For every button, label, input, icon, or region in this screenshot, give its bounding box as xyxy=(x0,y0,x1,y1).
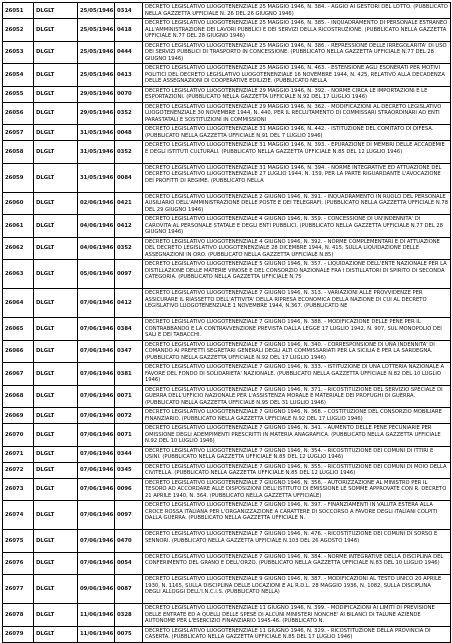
row-number-cell: 26052 xyxy=(3,19,34,42)
row-number-cell: 26061 xyxy=(3,215,34,238)
act-description-cell: DECRETO LEGISLATIVO LUOGOTENENZIALE 29 MAGGIO 1946, N. 362. - MODIFICAZIONI AL DECRETO LEGISLATIVO LUOGOTENENZIALE 30 NOVEMBRE 1944, N. 440, PER IL RECLUTAMENTO DI COMMISSARI STRAORDINARI AD ENTI PARASTATALI E SOSTITUZIONI IN COMMISSIONI xyxy=(143,102,451,125)
table-row xyxy=(3,215,451,238)
act-code-cell: 0412 xyxy=(115,215,143,238)
act-description-cell: DECRETO LEGISLATIVO LUOGOTENENZIALE 7 GIUGNO 1946, N. 384. - NORME INTEGRATIVE DELLA DISCIPLINA DEL CONFERIMENTO DEL GRANO E DELL'ORZO. (PUBBLICATO NELLA GAZZETTA UFFICIALE N.83 DEL 10 LUGLIO 1946) xyxy=(143,552,451,575)
row-number-cell: 26079 xyxy=(3,626,34,642)
act-description-cell: DECRETO LEGISLATIVO LUOGOTENENZIALE 11 GIUGNO 1946, N. 329. - RICOSTITUZIONE DELLA PROVINCIA DI CASERTA. (PUBBLICATO NELLA GAZZETTA UFFICIALE N.85 DEL 17 LUGLIO 1946) xyxy=(143,626,451,642)
table-row xyxy=(3,289,451,318)
table-row xyxy=(3,41,451,64)
table-row xyxy=(3,141,451,164)
act-type-cell: DLGLT xyxy=(34,141,78,164)
row-number-cell: 26058 xyxy=(3,141,34,164)
row-number-cell: 26056 xyxy=(3,102,34,125)
table-row xyxy=(3,604,451,627)
table-row xyxy=(3,192,451,215)
act-description-cell: DECRETO LEGISLATIVO LUOGOTENENZIALE 25 MAGGIO 1946, N. 463. - ESTENSIONE AGLI ESONERATI PER MOTIVI POLITICI DEL DECRETO LEGISLATIVO LUOGOTENENZIALE 16 NOVEMBRE 1944, N. 425, RELATIVO ALLA DECADENZA DELLE ASSEGNAZIONI DI COOPERATIVE EDILIZIE. (PUBBLICATO NELLA xyxy=(143,64,451,87)
row-number-cell: 26070 xyxy=(3,424,34,447)
table-row xyxy=(3,385,451,408)
act-date-cell: 31/05/1946 xyxy=(78,125,115,141)
act-type-cell: DLGLT xyxy=(34,340,78,363)
act-date-cell: 07/06/1946 xyxy=(78,385,115,408)
act-date-cell: 02/06/1946 xyxy=(78,192,115,215)
act-date-cell: 07/06/1946 xyxy=(78,340,115,363)
act-type-cell: DLGLT xyxy=(34,575,78,604)
act-type-cell: DLGLT xyxy=(34,530,78,553)
act-code-cell: 0071 xyxy=(115,385,143,408)
act-code-cell: 0352 xyxy=(115,141,143,164)
act-type-cell: DLGLT xyxy=(34,385,78,408)
row-number-cell: 26072 xyxy=(3,462,34,478)
row-number-cell: 26051 xyxy=(3,3,34,19)
act-type-cell: DLGLT xyxy=(34,478,78,501)
act-code-cell: 0070 xyxy=(115,86,143,102)
row-number-cell: 26074 xyxy=(3,501,34,530)
act-code-cell: 0381 xyxy=(115,363,143,386)
act-type-cell: DLGLT xyxy=(34,363,78,386)
act-description-cell: DECRETO LEGISLATIVO LUOGOTENENZIALE 7 GIUGNO 1946, N. 355. - RICOSTITUZIONE DEI COMUNI DI MOIO DELLA CIVITELLA. (PUBBLICATO NELLA GAZZETTA UFFICIALE N.85 DEL 12 LUGLIO 1946) xyxy=(143,462,451,478)
act-type-cell: DLGLT xyxy=(34,260,78,289)
table-row xyxy=(3,363,451,386)
table-row xyxy=(3,125,451,141)
act-code-cell: 0096 xyxy=(115,478,143,501)
act-description-cell: DECRETO LEGISLATIVO LUOGOTENENZIALE 7 GIUGNO 1946, N. 388. - MODIFICAZIONE DELLE PENE PER IL CONTRABBANDO E LA CONTRAVVENZIONE PREVISTA DALLA LEGGE 17 LUGLIO 1942, N. 907, SUL MONOPOLIO DEI SALI E DEI TABACCHI. xyxy=(143,318,451,341)
act-code-cell: 0048 xyxy=(115,125,143,141)
act-description-cell: DECRETO LEGISLATIVO LUOGOTENENZIALE 7 GIUGNO 1946, N. 354. - RICOSTITUZIONE DEI COMUNI DI ITTIRI E USINI. (PUBBLICATO NELLA GAZZETTA UFFICIALE N.85 DEL 12 LUGLIO 1946) xyxy=(143,446,451,462)
act-type-cell: DLGLT xyxy=(34,626,78,642)
act-description-cell: DECRETO LEGISLATIVO LUOGOTENENZIALE 25 MAGGIO 1946, N. 386. - REPRESSIONE DELLE IRREGOLARITA' DI USO DEI SERVIZI PUBBLICI DI TRASPORTO IN CONCESSIONE. (PUBBLICATO NELLA GAZZETTA UFFICIALE N.77 DEL 28 GIUGNO 1946) xyxy=(143,41,451,64)
row-number-cell: 26059 xyxy=(3,163,34,192)
row-number-cell: 26065 xyxy=(3,318,34,341)
act-description-cell: DECRETO LEGISLATIVO LUOGOTENENZIALE 7 GIUGNO 1946, N. 340. - CORRESPONSIONE DI UNA INDENNITA' DI COMANDO AI PREFETTI SEGRETARI GENERALI DEGLI ALTI COMMISSARIATI PER LA SICILIA E PER LA SARDEGNA. (PUBBLICATO NELLA GAZZETTA UFFICIALE N.92 DEL 17 LUGLIO 1946) xyxy=(143,340,451,363)
table-row xyxy=(3,446,451,462)
act-code-cell: 0328 xyxy=(115,604,143,627)
table-row xyxy=(3,318,451,341)
act-date-cell: 07/06/1946 xyxy=(78,462,115,478)
act-type-cell: DLGLT xyxy=(34,86,78,102)
act-date-cell: 07/06/1946 xyxy=(78,446,115,462)
act-date-cell: 11/06/1946 xyxy=(78,604,115,627)
table-row xyxy=(3,237,451,260)
row-number-cell: 26063 xyxy=(3,260,34,289)
act-code-cell: 0413 xyxy=(115,64,143,87)
act-date-cell: 07/06/1946 xyxy=(78,363,115,386)
table-row xyxy=(3,626,451,642)
act-date-cell: 31/05/1946 xyxy=(78,163,115,192)
act-description-cell: DECRETO LEGISLATIVO LUOGOTENENZIALE 25 MAGGIO 1946, N. 384. - AGGIO AI GESTORI DEL LOTTO. (PUBBLICATO NELLA GAZZETTA UFFICIALE N. 26 DEL 26 GIUGNO 1946) xyxy=(143,3,451,19)
act-code-cell: 0470 xyxy=(115,530,143,553)
act-code-cell: 0075 xyxy=(115,626,143,642)
row-number-cell: 26053 xyxy=(3,41,34,64)
act-code-cell: 0054 xyxy=(115,552,143,575)
row-number-cell: 26054 xyxy=(3,64,34,87)
table-row xyxy=(3,575,451,604)
act-type-cell: DLGLT xyxy=(34,552,78,575)
act-date-cell: 29/05/1946 xyxy=(78,102,115,125)
act-type-cell: DLGLT xyxy=(34,408,78,424)
act-type-cell: DLGLT xyxy=(34,289,78,318)
act-code-cell: 0071 xyxy=(115,424,143,447)
table-row xyxy=(3,260,451,289)
row-number-cell: 26057 xyxy=(3,125,34,141)
act-type-cell: DLGLT xyxy=(34,462,78,478)
row-number-cell: 26069 xyxy=(3,408,34,424)
act-description-cell: DECRETO LEGISLATIVO LUOGOTENENZIALE 4 GIUGNO 1946, N. 392. - NORME COMPLEMENTARI E DI ATTUAZIONE DEL DECRETO LEGISLATIVO LUOGOTENENZIALE 28 DICEMBRE 1944, N. 415, SULLA LIQUIDAZIONE DELLE ASSEGNAZIONI IN ORO. (PUBBLICATO NELLA GAZZETTA UFFICIALE N.85) xyxy=(143,237,451,260)
table-row xyxy=(3,424,451,447)
table-row xyxy=(3,530,451,553)
act-code-cell: 0384 xyxy=(115,318,143,341)
act-description-cell: DECRETO LEGISLATIVO LUOGOTENENZIALE 7 GIUGNO 1946, N. 371. - RICOSTITUZIONE DEL SERVIZIO SPECIALE DI GUERRA DELL'UFFICIO NAZIONALE PER L'ASSISTENZA MORALE E MATERIALE DEI PROFUGHI DI GUERRA. (PUBBLICATO NELLA GAZZETTA UFFICIALE N.95 DEL 31 LUGLIO 1946) xyxy=(143,385,451,408)
act-description-cell: DECRETO LEGISLATIVO LUOGOTENENZIALE 2 GIUGNO 1946, N. 391. - INQUADRAMENTO IN RUOLO DEL PERSONALE AUSILIARIO DELL'AMMINISTRAZIONE DELLE POSTE E DEI TELEGRAFI. (PUBBLICATO NELLA GAZZETTA UFFICIALE N.78 DEL 29 GIUGNO 1946) xyxy=(143,192,451,215)
act-date-cell: 09/06/1946 xyxy=(78,575,115,604)
act-type-cell: DLGLT xyxy=(34,446,78,462)
row-number-cell: 26064 xyxy=(3,289,34,318)
act-date-cell: 07/06/1946 xyxy=(78,552,115,575)
table-row xyxy=(3,3,451,19)
act-description-cell: DECRETO LEGISLATIVO LUOGOTENENZIALE 31 MAGGIO 1946, N. 394. - NORME INTEGRATIVE ED ATTUAZIONE DEL DECRETO LEGISLATIVO LUOGOTENENZIALE 27 LUGLIO 1944, N. 159, PER LA PARTE RIGUARDANTE L'AVOCAZIONE DEI PROFITTI DI REGIME. (PUBBLICATO NELLA xyxy=(143,163,451,192)
table-row xyxy=(3,501,451,530)
act-type-cell: DLGLT xyxy=(34,125,78,141)
act-type-cell: DLGLT xyxy=(34,215,78,238)
act-description-cell: DECRETO LEGISLATIVO LUOGOTENENZIALE 7 GIUGNO 1946, N. 476. - RICOSTITUZIONE DEI COMUNI DI SORSO E SENNORI. (PUBBLICATO NELLA GAZZETTA UFFICIALE N.103 DEL 26 AGOSTO 1946) xyxy=(143,530,451,553)
table-row xyxy=(3,408,451,424)
act-code-cell: 0097 xyxy=(115,260,143,289)
row-number-cell: 26066 xyxy=(3,340,34,363)
table-row xyxy=(3,102,451,125)
act-type-cell: DLGLT xyxy=(34,19,78,42)
act-code-cell: 0084 xyxy=(115,163,143,192)
act-type-cell: DLGLT xyxy=(34,3,78,19)
act-type-cell: DLGLT xyxy=(34,604,78,627)
act-type-cell: DLGLT xyxy=(34,501,78,530)
row-number-cell: 26075 xyxy=(3,530,34,553)
act-code-cell: 0087 xyxy=(115,575,143,604)
act-code-cell: 0418 xyxy=(115,19,143,42)
row-number-cell: 26077 xyxy=(3,575,34,604)
act-description-cell: DECRETO LEGISLATIVO LUOGOTENENZIALE 31 MAGGIO 1946, N. 393. - EPURAZIONE DI MEMBRI DELLE ACCADEMIE E DEGLI ISTITUTI CULTURALI. (PUBBLICATO NELLA GAZZETTA UFFICIALE N.85 DEL 12 LUGLIO 1946) xyxy=(143,141,451,164)
act-date-cell: 07/06/1946 xyxy=(78,289,115,318)
act-date-cell: 25/05/1946 xyxy=(78,64,115,87)
table-row xyxy=(3,478,451,501)
table-row xyxy=(3,163,451,192)
act-date-cell: 05/06/1946 xyxy=(78,260,115,289)
table-row xyxy=(3,462,451,478)
decree-register-body xyxy=(3,3,451,643)
decree-register-table xyxy=(2,2,451,643)
act-date-cell: 07/06/1946 xyxy=(78,478,115,501)
act-type-cell: DLGLT xyxy=(34,163,78,192)
table-row xyxy=(3,64,451,87)
act-date-cell: 25/05/1946 xyxy=(78,19,115,42)
row-number-cell: 26073 xyxy=(3,478,34,501)
act-code-cell: 0347 xyxy=(115,340,143,363)
act-description-cell: DECRETO LEGISLATIVO LUOGOTENENZIALE 7 GIUGNO 1946, N. 333. - ISTITUZIONE DI UNA LOTTERIA NAZIONALE A FAVORE DEL FONDO DI SOLIDARIETA' NAZIONALE. (PUBBLICATO NELLA GAZZETTA UFFICIALE N.82 DEL 10 LUGLIO 1946) xyxy=(143,363,451,386)
act-description-cell: DECRETO LEGISLATIVO LUOGOTENENZIALE 7 GIUGNO 1946, N. 313. - VARIAZIONI ALLE PROVVIDENZE PER ASSICURARE IL RIASSETTO DELL'ATTIVITA' DELLA RIPRESA ECONOMICA DELLA NAZIONE DI CUI AL DECRETO LEGISLATIVO LUOGOTENENZIALE 1 NOVEMBRE 1944, N.367. (PUBBLICATO NE xyxy=(143,289,451,318)
act-code-cell: 0412 xyxy=(115,289,143,318)
act-date-cell: 25/05/1946 xyxy=(78,3,115,19)
table-row xyxy=(3,340,451,363)
act-description-cell: DECRETO LEGISLATIVO LUOGOTENENZIALE 7 GIUGNO 1946, N. 397. - FINANZIAMENTI IN VALUTA ESTERA ALLA CROCE ROSSA ITALIANA PER L'ORGANIZZAZIONE A CARATTERE DI SOCCORSO A FAVORE DEGLI ITALIANI COLPITI DALLA GUERRA. (PUBBLICATO NELLA GAZZETTA UFFICIALE N. xyxy=(143,501,451,530)
act-date-cell: 04/06/1946 xyxy=(78,237,115,260)
act-code-cell: 0314 xyxy=(115,3,143,19)
act-date-cell: 25/05/1946 xyxy=(78,41,115,64)
act-code-cell: 0352 xyxy=(115,102,143,125)
act-description-cell: DECRETO LEGISLATIVO LUOGOTENENZIALE 11 GIUGNO 1946, N. 399. - MODIFICAZIONI AI LIMITI DI PREVISIONE DELLE ENTRATE ED A QUELLI DELLE SPESE DI ALCUNI MINISTERI NONCHE' AI BILANCI DI TALUNE AZIENDE AUTONOME PER L'ESERCIZIO FINANZIARIO 1945-46. (PUBBLICATO N. xyxy=(143,604,451,627)
act-date-cell: 07/06/1946 xyxy=(78,318,115,341)
act-code-cell: 0072 xyxy=(115,408,143,424)
document-page xyxy=(2,2,450,640)
table-row xyxy=(3,552,451,575)
act-type-cell: DLGLT xyxy=(34,41,78,64)
act-date-cell: 07/06/1946 xyxy=(78,424,115,447)
act-date-cell: 07/06/1946 xyxy=(78,408,115,424)
act-date-cell: 07/06/1946 xyxy=(78,530,115,553)
act-description-cell: DECRETO LEGISLATIVO LUOGOTENENZIALE 25 MAGGIO 1946, N. 385. - INQUADRAMENTO DI PERSONALE ESTRANEO ALL'AMMINISTRAZIONE DEI LAVORI PUBBLICI E DEI SERVIZI DELLA RICOSTRUZIONE. (PUBBLICATO NELLA GAZZETTA UFFICIALE N.77 DEL 28 GIUGNO 1946) xyxy=(143,19,451,42)
row-number-cell: 26060 xyxy=(3,192,34,215)
act-code-cell: 0344 xyxy=(115,446,143,462)
act-description-cell: DECRETO LEGISLATIVO LUOGOTENENZIALE 5 GIUGNO 1946, N. 357. - LIQUIDAZIONE DELL'ENTE NAZIONALE PER LA DISTILLAZIONE DELLE MATERIE VINOSE E DEL CONSORZIO NAZIONALE FRA I DISTILLATORI DI SPIRITO DI SECONDA CATEGORIA. (PUBBLICATO NELLA GAZZETTA UFFICIALE N.75 xyxy=(143,260,451,289)
act-type-cell: DLGLT xyxy=(34,318,78,341)
act-description-cell: DECRETO LEGISLATIVO LUOGOTENENZIALE 7 GIUGNO 1946, N. 356. - AUTORIZZAZIONE AL MINISTRO PER IL TESORO AD ACCORDARE ALLE DISPOSIZIONI DELL'ISTITUTO DI EMISSIONE LE SOMME APPROVATE CON R. DECRETO 21 APRILE 1940, N. 364. (PUBBLICATO NELLA GAZZETTA UFFICIALE) xyxy=(143,478,451,501)
act-code-cell: 0352 xyxy=(115,237,143,260)
act-description-cell: DECRETO LEGISLATIVO LUOGOTENENZIALE 31 MAGGIO 1946, N. 442. - ISTITUZIONE DEL COMITATO DI DIFESA. (PUBBLICATO NELLA GAZZETTA UFFICIALE N.91 DEL 7 LUGLIO 1946) xyxy=(143,125,451,141)
act-date-cell: 07/06/1946 xyxy=(78,501,115,530)
act-date-cell: 31/05/1946 xyxy=(78,141,115,164)
act-type-cell: DLGLT xyxy=(34,237,78,260)
table-row xyxy=(3,19,451,42)
row-number-cell: 26071 xyxy=(3,446,34,462)
act-date-cell: 11/06/1946 xyxy=(78,626,115,642)
row-number-cell: 26055 xyxy=(3,86,34,102)
act-type-cell: DLGLT xyxy=(34,102,78,125)
row-number-cell: 26068 xyxy=(3,385,34,408)
act-type-cell: DLGLT xyxy=(34,424,78,447)
act-date-cell: 29/05/1946 xyxy=(78,86,115,102)
act-description-cell: DECRETO LEGISLATIVO LUOGOTENENZIALE 29 MAGGIO 1946, N. 392. - NORME CIRCA LE IMPORTAZIONI E LE ESPORTAZIONI. (PUBBLICATO NELLA GAZZETTA UFFICIALE N.92 DEL 17 LUGLIO 1946) xyxy=(143,86,451,102)
act-type-cell: DLGLT xyxy=(34,192,78,215)
act-date-cell: 04/06/1946 xyxy=(78,215,115,238)
row-number-cell: 26076 xyxy=(3,552,34,575)
act-description-cell: DECRETO LEGISLATIVO LUOGOTENENZIALE 7 GIUGNO 1946, N. 368. - COSTITUZIONE DEL CONSORZIO MOBILIARE FINANZIARIO. (PUBBLICATO NELLA GAZZETTA UFFICIALE N.92 DEL 17 LUGLIO 1946) xyxy=(143,408,451,424)
act-type-cell: DLGLT xyxy=(34,64,78,87)
act-description-cell: DECRETO LEGISLATIVO LUOGOTENENZIALE 4 GIUGNO 1946, N. 359. - CONCESSIONE DI UN'INDENNITA' DI CAROVITA AL PERSONALE STATALE E DEGLI ENTI PUBBLICI. (PUBBLICATO NELLA GAZZETTA UFFICIALE N.77 DEL 28 GIUGNO 1946) xyxy=(143,215,451,238)
act-code-cell: 0345 xyxy=(115,462,143,478)
act-code-cell: 0444 xyxy=(115,41,143,64)
act-description-cell: DECRETO LEGISLATIVO LUOGOTENENZIALE 7 GIUGNO 1946, N. 341. - AUMENTO DELLE PENE PECUNIARIE PER OMISSIONE DEGLI ADEMPIMENTI PRESCRITTI IN MATERIA ANAGRAFICA. (PUBBLICATO NELLA GAZZETTA UFFICIALE N.92 DEL 10 LUGLIO 1946) xyxy=(143,424,451,447)
act-code-cell: 0097 xyxy=(115,501,143,530)
act-code-cell: 0421 xyxy=(115,192,143,215)
row-number-cell: 26062 xyxy=(3,237,34,260)
act-description-cell: DECRETO LEGISLATIVO LUOGOTENENZIALE 9 GIUGNO 1946, N. 387. - MODIFICAZIONI AL TESTO UNICO 20 APRILE 1930, N. 1165, SULLA DISCIPLINA DELLE LOCAZIONI E AL R.D.L. 28 MAGGIO 1936, N. 1082, SULLA DISCIPLINA DEGLI ALLOGGI DELL'I.N.C.I.S. (PUBBLICATO NELLA) xyxy=(143,575,451,604)
row-number-cell: 26067 xyxy=(3,363,34,386)
row-number-cell: 26078 xyxy=(3,604,34,627)
table-row xyxy=(3,86,451,102)
